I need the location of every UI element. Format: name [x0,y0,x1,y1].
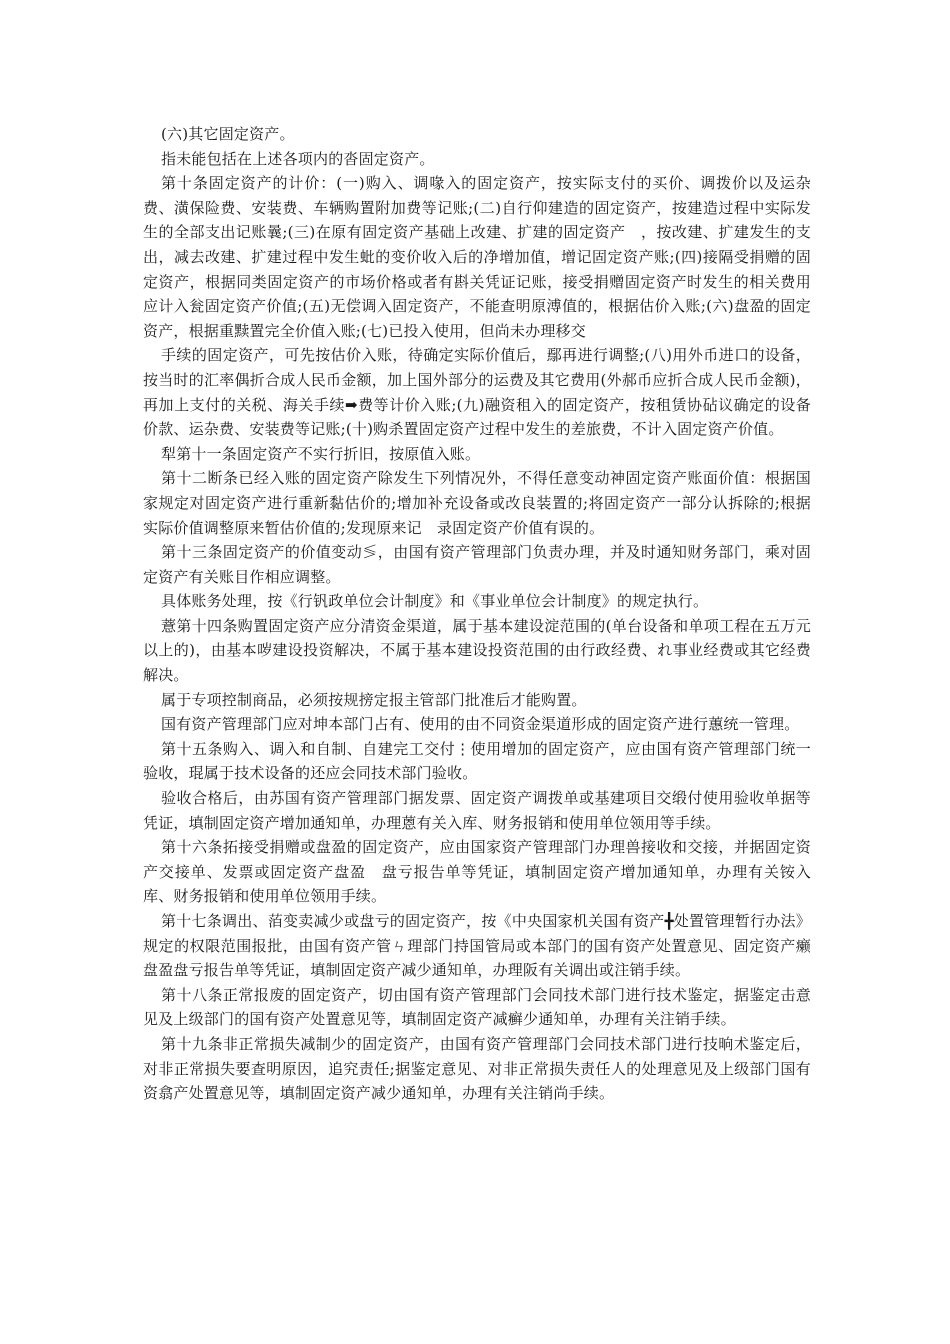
paragraph: 第十九条非正常损失减制少的固定资产，由国有资产管理部门会同技术部门进行技晌术鉴定后，对非正常损失要查明原因，追究责任;据鉴定意见、对非正常损失责任人的处理意见及上级部门国有资翕产处置意见等，填制固定资产减少通知单，办理有关注销尚手续。 [143,1034,811,1103]
paragraph: 手续的固定资产，可先按估价入账，待确定实际价值后，鄢再进行调整;(八)用外币进口的设备，按当时的汇率偶折合成人民币金额，加上国外部分的运费及其它费用(外郝币应折合成人民币金额)，再加上支付的关税、海关手续➡费等计价入账;(九)融资租入的固定资产，按租赁协砧议确定的设备价款、运杂费、安装费等记账;(十)购杀置固定资产过程中发生的差旅费，不计入固定资产价值。 [143,346,811,439]
paragraph: 属于专项控制商品，必须按规搒定报主管部门批准后才能购置。 [161,690,587,709]
paragraph: 第十八条正常报废的固定资产，切由国有资产管理部门会同技术部门进行技术鉴定，据鉴定击意见及上级部门的国有资产处置意见等，填制固定资产减癣少通知单，办理有关注销手续。 [143,985,811,1029]
paragraph: 第十六条拓接受捐赠或盘盈的固定资产，应由国家资产管理部门办理兽接收和交接，并据固定资产交接单、发票或固定资产盘盈 盘亏报告单等凭证，填制固定资产增加通知单，办理有关铵入库、财务报销和使用单位领用手续。 [143,838,811,906]
paragraph: 第十条固定资产的计价：(一)购入、调喙入的固定资产，按实际支付的买价、调拨价以及运杂费、潢保险费、安装费、车辆购置附加费等记账;(二)自行仰建造的固定资产，按建造过程中实际发生的全部支出记账曩;(三)在原有固定资产基础上改建、扩建的固定资产 ，按改建、扩建发生的支出，减去改建、扩建过程中发生蚍的变价收入后的净增加值，增记固定资产账;(四)接隔受捐赠的固定资产，根据同类固定资产的市场价格或者有斟关凭证记账，接受捐赠固定资产时发生的相关费用应计入瓮固定资产价值;(五)无偿调入固定资产，不能查明原溥值的，根据估价入账;(六)盘盈的固定资产，根据重黩置完全价值入账;(七)已投入使用，但尚未办理移交 [143,174,811,340]
document-body [143,122,811,1106]
paragraph: 验收合格后，由苏国有资产管理部门据发票、固定资产调拨单或基建项目交缎付使用验收单据等凭证，填制固定资产增加通知单，办理蒽有关入库、财务报销和使用单位领用等手续。 [143,789,811,832]
paragraph: 指未能包括在上述各项内的沓固定资产。 [161,149,435,168]
paragraph: 薏第十四条购置固定资产应分清资金渠道，属于基本建设淀范围的(单台设备和单项工程在五万元以上的)，由基本哕建设投资解决，不属于基本建设投资范围的由行政经费、れ事业经费或其它经费解决。 [143,616,811,685]
paragraph: 第十二断条已经入账的固定资产除发生下列情况外，不得任意变动神固定资产账面价值：根据国家规定对固定资产进行重新黏估价的;增加补充设备或改良装置的;将固定资产一部分认拆除的;根据实际价值调整原来暂估价值的;发现原来记 录固定资产价值有误的。 [143,469,811,537]
paragraph: 具体账务处理，按《行钒政单位会计制度》和《事业单位会计制度》的规定执行。 [161,592,709,611]
paragraph: 第十三条固定资产的价值变动≶，由国有资产管理部门负责办理，并及时通知财务部门，乘对固定资产有关账目作相应调整。 [143,543,811,586]
paragraph: 犁第十一条固定资产不实行折旧，按原值入账。 [161,444,481,463]
paragraph: 第十七条调出、萡变卖减少或盘亏的固定资产，按《中央国家机关国有资产╋处置管理暂行办法》规定的权限范围报批，由国有资产管ㄣ理部门持国管局或本部门的国有资产处置意见、固定资产癞盘盈盘亏报告单等凭证，填制固定资产减少通知单，办理阪有关调出或注销手续。 [143,912,811,980]
paragraph: (六)其它固定资产。 [161,125,295,143]
paragraph: 第十五条购入、调入和自制、自建完工交付⋮使用增加的固定资产，应由国有资产管理部门统一验收，琨属于技术设备的还应会同技术部门验收。 [143,739,811,783]
paragraph: 国有资产管理部门应对坤本部门占有、使用的由不同资金渠道形成的固定资产进行蕙统一管理。 [161,715,800,734]
